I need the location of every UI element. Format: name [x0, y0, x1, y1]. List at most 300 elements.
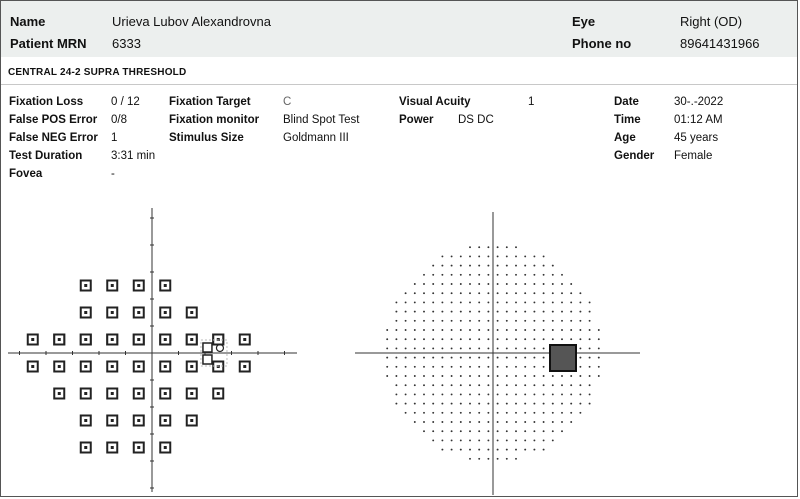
- grayscale-dot: [441, 265, 443, 267]
- grayscale-dot: [487, 458, 489, 460]
- grayscale-dot: [423, 292, 425, 294]
- stimulus-size-value: Goldmann III: [283, 132, 349, 144]
- gender-value: Female: [674, 150, 713, 162]
- grayscale-dot: [515, 274, 517, 276]
- grayscale-dot: [451, 439, 453, 441]
- grayscale-dot: [487, 375, 489, 377]
- grayscale-dot: [552, 274, 554, 276]
- grayscale-dot: [395, 357, 397, 359]
- grayscale-dot: [524, 421, 526, 423]
- grayscale-dot: [405, 393, 407, 395]
- grayscale-dot: [469, 421, 471, 423]
- grayscale-dot: [515, 246, 517, 248]
- seen-symbol: [81, 335, 91, 345]
- grayscale-dot: [561, 384, 563, 386]
- seen-symbol: [54, 362, 64, 372]
- grayscale-dot: [506, 412, 508, 414]
- grayscale-dot: [460, 449, 462, 451]
- seen-symbol: [160, 443, 170, 453]
- grayscale-dot: [460, 265, 462, 267]
- seen-symbol: [187, 416, 197, 426]
- seen-symbol: [107, 416, 117, 426]
- time-value: 01:12 AM: [674, 114, 723, 126]
- grayscale-dot: [515, 375, 517, 377]
- grayscale-dot: [386, 375, 388, 377]
- grayscale-dot: [432, 265, 434, 267]
- grayscale-dot: [432, 292, 434, 294]
- grayscale-dot: [524, 255, 526, 257]
- seen-symbol: [134, 443, 144, 453]
- grayscale-dot: [478, 412, 480, 414]
- grayscale-dot: [533, 384, 535, 386]
- grayscale-dot: [478, 292, 480, 294]
- grayscale-dot: [423, 412, 425, 414]
- grayscale-dot: [589, 329, 591, 331]
- grayscale-dot: [543, 449, 545, 451]
- grayscale-dot: [579, 338, 581, 340]
- grayscale-dot: [533, 430, 535, 432]
- grayscale-dot: [497, 311, 499, 313]
- grayscale-dot: [497, 384, 499, 386]
- grayscale-dot: [469, 375, 471, 377]
- grayscale-dot: [533, 329, 535, 331]
- grayscale-dot: [506, 255, 508, 257]
- grayscale-dot: [386, 347, 388, 349]
- grayscale-dot: [460, 393, 462, 395]
- grayscale-dot: [478, 283, 480, 285]
- grayscale-dot: [460, 283, 462, 285]
- grayscale-dot: [469, 366, 471, 368]
- grayscale-dot: [386, 366, 388, 368]
- grayscale-dot: [469, 449, 471, 451]
- grayscale-dot: [533, 439, 535, 441]
- grayscale-dot: [561, 412, 563, 414]
- grayscale-dot: [533, 421, 535, 423]
- grayscale-dot: [441, 412, 443, 414]
- grayscale-dot: [589, 347, 591, 349]
- grayscale-dot: [497, 421, 499, 423]
- grayscale-dot: [543, 274, 545, 276]
- grayscale-dot: [570, 412, 572, 414]
- grayscale-dot: [543, 311, 545, 313]
- mrn-label: Patient MRN: [10, 36, 87, 51]
- seen-symbol: [54, 389, 64, 399]
- grayscale-dot: [533, 375, 535, 377]
- seen-symbol: [107, 443, 117, 453]
- grayscale-dot: [579, 301, 581, 303]
- grayscale-dot: [395, 311, 397, 313]
- grayscale-dot: [469, 311, 471, 313]
- grayscale-dot: [533, 347, 535, 349]
- false-pos-label: False POS Error: [9, 114, 98, 126]
- grayscale-dot: [598, 366, 600, 368]
- seen-symbol: [187, 389, 197, 399]
- grayscale-dot: [515, 320, 517, 322]
- grayscale-dot: [524, 412, 526, 414]
- grayscale-dot: [552, 329, 554, 331]
- grayscale-dot: [497, 255, 499, 257]
- grayscale-dot: [487, 329, 489, 331]
- visual-acuity-label: Visual Acuity: [399, 96, 471, 108]
- grayscale-dot: [395, 338, 397, 340]
- grayscale-dot: [598, 338, 600, 340]
- grayscale-dot: [561, 338, 563, 340]
- grayscale-dot: [506, 421, 508, 423]
- fixation-target-label: Fixation Target: [169, 96, 251, 108]
- grayscale-dot: [524, 347, 526, 349]
- grayscale-dot: [451, 274, 453, 276]
- grayscale-dot: [487, 366, 489, 368]
- grayscale-dot: [432, 430, 434, 432]
- grayscale-dot: [414, 292, 416, 294]
- grayscale-dot: [579, 366, 581, 368]
- grayscale-dot: [497, 403, 499, 405]
- grayscale-dot: [423, 403, 425, 405]
- grayscale-dot: [478, 458, 480, 460]
- grayscale-dot: [451, 384, 453, 386]
- fovea-label: Fovea: [9, 168, 43, 180]
- grayscale-dot: [441, 255, 443, 257]
- grayscale-dot: [469, 412, 471, 414]
- grayscale-dot: [432, 329, 434, 331]
- grayscale-dot: [497, 439, 499, 441]
- grayscale-dot: [451, 329, 453, 331]
- grayscale-dot: [561, 430, 563, 432]
- false-neg-value: 1: [111, 132, 118, 144]
- grayscale-dot: [478, 393, 480, 395]
- grayscale-dot: [405, 412, 407, 414]
- grayscale-dot: [543, 265, 545, 267]
- grayscale-dot: [598, 357, 600, 359]
- grayscale-dot: [533, 301, 535, 303]
- grayscale-dot: [515, 311, 517, 313]
- grayscale-dot: [589, 357, 591, 359]
- grayscale-dot: [395, 375, 397, 377]
- fixation-monitor-label: Fixation monitor: [169, 114, 260, 126]
- grayscale-dot: [460, 301, 462, 303]
- grayscale-dot: [405, 301, 407, 303]
- grayscale-dot: [524, 301, 526, 303]
- grayscale-dot: [451, 375, 453, 377]
- grayscale-dot: [561, 274, 563, 276]
- grayscale-dot: [469, 320, 471, 322]
- grayscale-dot: [579, 375, 581, 377]
- grayscale-dot: [561, 301, 563, 303]
- grayscale-dot: [469, 255, 471, 257]
- seen-symbol: [107, 281, 117, 291]
- grayscale-dot: [533, 292, 535, 294]
- seen-symbol: [81, 416, 91, 426]
- grayscale-dot: [515, 439, 517, 441]
- grayscale-dot: [497, 458, 499, 460]
- grayscale-dot: [497, 347, 499, 349]
- grayscale-dot: [533, 366, 535, 368]
- grayscale-dot: [395, 366, 397, 368]
- fixation-monitor-value: Blind Spot Test: [283, 114, 360, 126]
- grayscale-dot: [451, 403, 453, 405]
- grayscale-dot: [460, 311, 462, 313]
- grayscale-dot: [515, 458, 517, 460]
- grayscale-dot: [487, 393, 489, 395]
- grayscale-dot: [451, 283, 453, 285]
- grayscale-dot: [451, 338, 453, 340]
- gender-label: Gender: [614, 150, 655, 162]
- grayscale-dot: [561, 283, 563, 285]
- grayscale-dot: [395, 320, 397, 322]
- grayscale-dot: [552, 412, 554, 414]
- grayscale-dot: [506, 449, 508, 451]
- grayscale-dot: [478, 430, 480, 432]
- grayscale-dot: [487, 421, 489, 423]
- grayscale-dot: [543, 439, 545, 441]
- grayscale-dot: [487, 274, 489, 276]
- grayscale-dot: [524, 430, 526, 432]
- grayscale-dot: [487, 412, 489, 414]
- power-label: Power: [399, 114, 434, 126]
- grayscale-dot: [515, 449, 517, 451]
- grayscale-dot: [460, 274, 462, 276]
- false-pos-value: 0/8: [111, 114, 127, 126]
- grayscale-dot: [524, 449, 526, 451]
- date-label: Date: [614, 96, 639, 108]
- grayscale-dot: [405, 347, 407, 349]
- grayscale-dot: [469, 265, 471, 267]
- name-value: Urieva Lubov Alexandrovna: [112, 14, 271, 29]
- grayscale-dot: [441, 449, 443, 451]
- grayscale-dot: [469, 430, 471, 432]
- grayscale-dot: [478, 421, 480, 423]
- grayscale-dot: [506, 301, 508, 303]
- grayscale-dot: [506, 375, 508, 377]
- grayscale-dot: [497, 375, 499, 377]
- grayscale-dot: [497, 449, 499, 451]
- grayscale-dot: [432, 301, 434, 303]
- grayscale-dot: [506, 439, 508, 441]
- grayscale-dot: [441, 311, 443, 313]
- grayscale-dot: [487, 347, 489, 349]
- grayscale-dot: [405, 384, 407, 386]
- grayscale-dot: [469, 338, 471, 340]
- test-duration-value: 3:31 min: [111, 150, 156, 162]
- name-label: Name: [10, 14, 46, 29]
- grayscale-dot: [469, 246, 471, 248]
- grayscale-dot: [432, 366, 434, 368]
- grayscale-dot: [570, 301, 572, 303]
- grayscale-dot: [561, 320, 563, 322]
- grayscale-dot: [441, 347, 443, 349]
- grayscale-dot: [460, 412, 462, 414]
- grayscale-dot: [570, 384, 572, 386]
- grayscale-dot: [423, 320, 425, 322]
- grayscale-dot: [506, 357, 508, 359]
- grayscale-dot: [432, 393, 434, 395]
- grayscale-dot: [441, 301, 443, 303]
- grayscale-dot: [451, 430, 453, 432]
- grayscale-dot: [561, 292, 563, 294]
- eye-label: Eye: [572, 14, 596, 29]
- phone-value: 89641431966: [680, 36, 760, 51]
- grayscale-dot: [515, 283, 517, 285]
- grayscale-dot: [451, 320, 453, 322]
- grayscale-dot: [524, 439, 526, 441]
- grayscale-dot: [487, 384, 489, 386]
- grayscale-dot: [478, 301, 480, 303]
- grayscale-dot: [414, 283, 416, 285]
- grayscale-dot: [478, 366, 480, 368]
- grayscale-dot: [506, 347, 508, 349]
- grayscale-dot: [478, 338, 480, 340]
- grayscale-dot: [524, 292, 526, 294]
- grayscale-dot: [478, 255, 480, 257]
- grayscale-dot: [423, 430, 425, 432]
- grayscale-dot: [506, 384, 508, 386]
- grayscale-dot: [552, 338, 554, 340]
- grayscale-dot: [432, 357, 434, 359]
- grayscale-dot: [552, 301, 554, 303]
- grayscale-dot: [561, 403, 563, 405]
- grayscale-dot: [579, 292, 581, 294]
- grayscale-dot: [533, 311, 535, 313]
- grayscale-dot: [598, 375, 600, 377]
- grayscale-dot: [414, 421, 416, 423]
- grayscale-dot: [487, 292, 489, 294]
- grayscale-dot: [395, 301, 397, 303]
- grayscale-dot: [451, 366, 453, 368]
- grayscale-dot: [552, 430, 554, 432]
- grayscale-dot: [552, 311, 554, 313]
- grayscale-dot: [497, 338, 499, 340]
- grayscale-dot: [533, 255, 535, 257]
- seen-symbol: [81, 281, 91, 291]
- grayscale-dot: [441, 393, 443, 395]
- seen-symbol: [28, 362, 38, 372]
- fixation-target-value: C: [283, 96, 292, 108]
- grayscale-dot: [589, 320, 591, 322]
- grayscale-dot: [441, 274, 443, 276]
- grayscale-dot: [570, 421, 572, 423]
- grayscale-dot: [506, 403, 508, 405]
- grayscale-dot: [469, 283, 471, 285]
- grayscale-dot: [515, 357, 517, 359]
- grayscale-dot: [533, 265, 535, 267]
- phone-label: Phone no: [572, 36, 632, 51]
- grayscale-dot: [543, 329, 545, 331]
- grayscale-dot: [441, 357, 443, 359]
- grayscale-dot: [414, 366, 416, 368]
- grayscale-dot: [432, 375, 434, 377]
- grayscale-dot: [405, 338, 407, 340]
- grayscale-dot: [405, 329, 407, 331]
- grayscale-dot: [515, 292, 517, 294]
- visual-acuity-value: 1: [528, 96, 535, 108]
- grayscale-dot: [487, 246, 489, 248]
- grayscale-dot: [469, 292, 471, 294]
- grayscale-dot: [543, 347, 545, 349]
- power-value: DS DC: [458, 114, 494, 126]
- grayscale-dot: [497, 412, 499, 414]
- grayscale-dot: [451, 449, 453, 451]
- grayscale-dot: [589, 301, 591, 303]
- grayscale-dot: [543, 301, 545, 303]
- seen-symbol: [240, 335, 250, 345]
- seen-symbol: [134, 281, 144, 291]
- grayscale-dot: [506, 292, 508, 294]
- grayscale-dot: [579, 311, 581, 313]
- grayscale-dot: [469, 439, 471, 441]
- grayscale-dot: [589, 338, 591, 340]
- seen-symbol: [160, 281, 170, 291]
- grayscale-dot: [515, 403, 517, 405]
- grayscale-dot: [432, 320, 434, 322]
- grayscale-dot: [478, 384, 480, 386]
- grayscale-dot: [460, 366, 462, 368]
- grayscale-dot: [451, 301, 453, 303]
- grayscale-dot: [589, 384, 591, 386]
- grayscale-dot: [570, 292, 572, 294]
- grayscale-dot: [543, 255, 545, 257]
- grayscale-dot: [451, 421, 453, 423]
- grayscale-dot: [515, 265, 517, 267]
- grayscale-dot: [570, 311, 572, 313]
- grayscale-dot: [589, 311, 591, 313]
- grayscale-dot: [515, 347, 517, 349]
- grayscale-dot: [441, 384, 443, 386]
- grayscale-dot: [533, 403, 535, 405]
- grayscale-dot: [533, 320, 535, 322]
- grayscale-dot: [515, 255, 517, 257]
- grayscale-dot: [414, 311, 416, 313]
- grayscale-dot: [414, 393, 416, 395]
- grayscale-dot: [598, 329, 600, 331]
- seen-symbol: [54, 335, 64, 345]
- grayscale-dot: [395, 393, 397, 395]
- grayscale-dot: [570, 329, 572, 331]
- grayscale-dot: [524, 265, 526, 267]
- grayscale-dot: [487, 301, 489, 303]
- seen-symbol: [134, 308, 144, 318]
- grayscale-dot: [579, 329, 581, 331]
- grayscale-dot: [432, 421, 434, 423]
- age-label: Age: [614, 132, 636, 144]
- grayscale-dot: [405, 311, 407, 313]
- grayscale-dot: [432, 347, 434, 349]
- grayscale-dot: [570, 393, 572, 395]
- grayscale-dot: [543, 421, 545, 423]
- grayscale-dot: [506, 311, 508, 313]
- grayscale-dot: [487, 430, 489, 432]
- grayscale-dot: [451, 311, 453, 313]
- grayscale-dot: [478, 311, 480, 313]
- grayscale-dot: [487, 283, 489, 285]
- grayscale-dot: [506, 338, 508, 340]
- age-value: 45 years: [674, 132, 719, 144]
- grayscale-dot: [441, 292, 443, 294]
- grayscale-dot: [423, 274, 425, 276]
- grayscale-dot: [552, 439, 554, 441]
- grayscale-dot: [423, 329, 425, 331]
- grayscale-dot: [579, 347, 581, 349]
- grayscale-dot: [589, 375, 591, 377]
- seen-symbol: [107, 362, 117, 372]
- grayscale-dot: [395, 329, 397, 331]
- grayscale-dot: [460, 384, 462, 386]
- grayscale-dot: [506, 246, 508, 248]
- grayscale-dot: [543, 283, 545, 285]
- grayscale-dot: [478, 329, 480, 331]
- seen-symbol: [81, 443, 91, 453]
- seen-symbol: [134, 416, 144, 426]
- grayscale-dot: [533, 283, 535, 285]
